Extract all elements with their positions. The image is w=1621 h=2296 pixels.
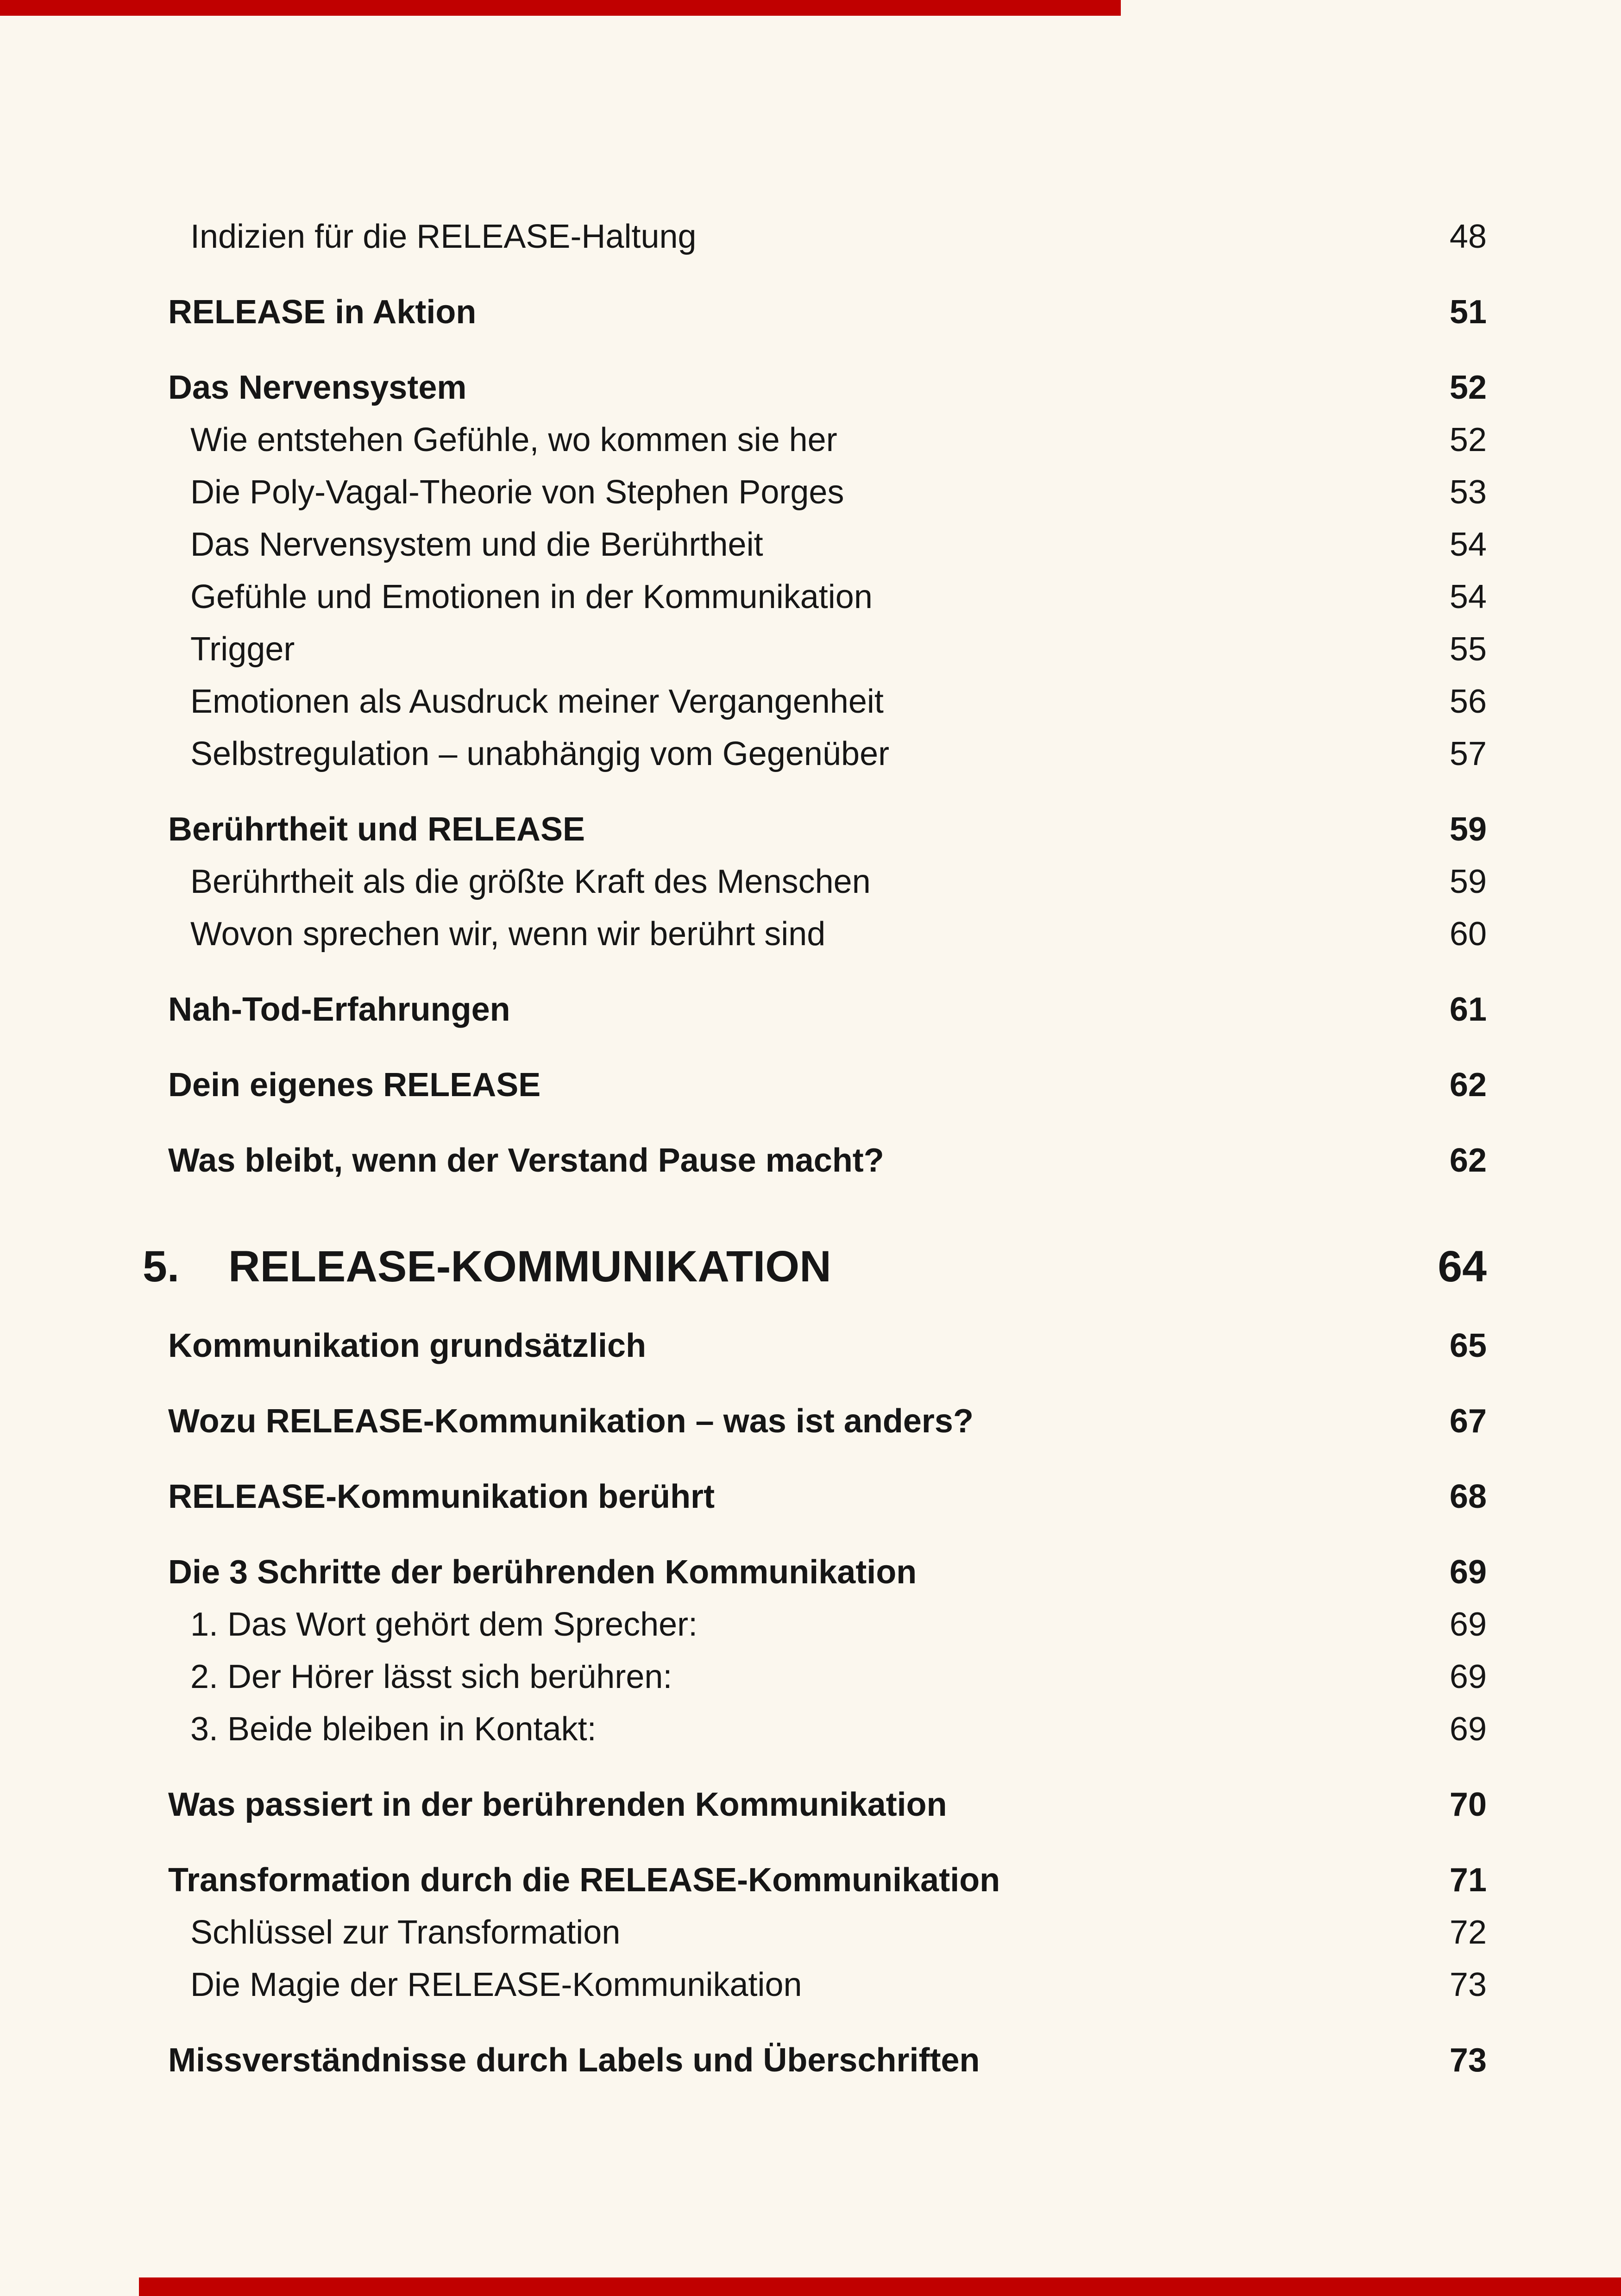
toc-entry-label: Nah-Tod-Erfahrungen: [168, 991, 510, 1028]
toc-entry-page: 52: [1449, 369, 1487, 406]
toc-entry-label: Berührtheit als die größte Kraft des Menschen: [190, 863, 871, 900]
toc-entry-page: 69: [1449, 1606, 1487, 1643]
toc-entry-label: Kommunikation grundsätzlich: [168, 1327, 647, 1364]
toc-entry-label: [143, 1236, 1410, 1297]
red-edge-bottom: [139, 2277, 1621, 2296]
toc-entry: [143, 908, 1487, 960]
toc-entry-page: 54: [1449, 526, 1487, 563]
toc-entry: [143, 728, 1487, 780]
toc-entry: [143, 519, 1487, 571]
chapter-number: 5.: [143, 1242, 180, 1291]
toc-entry-label: Schlüssel zur Transformation: [190, 1914, 621, 1951]
toc-entry-page: 60: [1449, 916, 1487, 953]
toc-entry-label: Was passiert in der berührenden Kommunikation: [168, 1786, 947, 1823]
toc-entry-page: 61: [1449, 991, 1487, 1028]
toc-entry-page: 59: [1449, 863, 1487, 900]
toc-entry: [143, 1959, 1487, 2011]
toc-entry-page: 72: [1449, 1914, 1487, 1951]
toc-entry-label: Dein eigenes RELEASE: [168, 1066, 541, 1104]
toc-entry: [143, 1703, 1487, 1756]
toc-entry: [143, 414, 1487, 466]
toc-entry-page: 68: [1449, 1478, 1487, 1515]
toc-entry: [143, 856, 1487, 908]
toc-entry: [143, 1395, 1487, 1448]
toc-entry-label: Was bleibt, wenn der Verstand Pause macht?: [168, 1142, 884, 1179]
toc-entry-label: Gefühle und Emotionen in der Kommunikation: [190, 578, 873, 615]
toc-entry-label: Das Nervensystem: [168, 369, 467, 406]
toc-entry: [143, 1546, 1487, 1599]
toc-entry-label: Missverständnisse durch Labels und Überschriften: [168, 2042, 980, 2079]
toc-entry-page: 67: [1449, 1403, 1487, 1440]
toc-entry: [143, 211, 1487, 263]
toc-entry: [143, 362, 1487, 414]
toc-entry: [143, 1059, 1487, 1111]
toc-list: [143, 211, 1487, 2087]
toc-entry: [143, 984, 1487, 1036]
toc-entry-page: 62: [1449, 1066, 1487, 1104]
toc-entry: [143, 1854, 1487, 1907]
toc-entry-label: RELEASE-Kommunikation berührt: [168, 1478, 715, 1515]
toc-entry-page: 69: [1449, 1711, 1487, 1748]
toc-entry-page: 64: [1438, 1242, 1487, 1291]
toc-entry: [143, 1471, 1487, 1523]
toc-entry-page: 73: [1449, 1966, 1487, 2003]
toc-entry-label: Wozu RELEASE-Kommunikation – was ist anders?: [168, 1403, 974, 1440]
toc-entry: [143, 1651, 1487, 1703]
toc-entry-page: 62: [1449, 1142, 1487, 1179]
toc-entry-label: 1. Das Wort gehört dem Sprecher:: [190, 1606, 698, 1643]
toc-entry-page: 55: [1449, 631, 1487, 668]
toc-entry-label: Das Nervensystem und die Berührtheit: [190, 526, 763, 563]
toc-entry-label: Trigger: [190, 631, 295, 668]
toc-entry-label: Die 3 Schritte der berührenden Kommunikation: [168, 1554, 917, 1591]
toc-entry-label: Emotionen als Ausdruck meiner Vergangenheit: [190, 683, 884, 720]
toc-entry-page: 71: [1449, 1862, 1487, 1899]
toc-entry: [143, 623, 1487, 676]
toc-entry-label: Die Magie der RELEASE-Kommunikation: [190, 1966, 802, 2003]
toc-entry: [143, 1135, 1487, 1187]
toc-entry-label: 2. Der Hörer lässt sich berühren:: [190, 1658, 672, 1695]
toc-entry-label: Die Poly-Vagal-Theorie von Stephen Porges: [190, 474, 844, 511]
toc-entry-page: 70: [1449, 1786, 1487, 1823]
toc-entry-label: RELEASE in Aktion: [168, 294, 477, 331]
toc-entry-label: Transformation durch die RELEASE-Kommunikation: [168, 1862, 1000, 1899]
toc-entry: [143, 1599, 1487, 1651]
toc-entry-page: 65: [1449, 1327, 1487, 1364]
toc-entry-label: Wie entstehen Gefühle, wo kommen sie her: [190, 421, 837, 458]
toc-entry: [143, 1236, 1487, 1297]
toc-entry-page: 56: [1449, 683, 1487, 720]
toc-entry-page: 48: [1449, 218, 1487, 255]
toc-entry: [143, 571, 1487, 623]
toc-entry-page: 73: [1449, 2042, 1487, 2079]
toc-entry-label: Berührtheit und RELEASE: [168, 811, 585, 848]
toc-entry-page: 69: [1449, 1658, 1487, 1695]
toc-entry-label: Selbstregulation – unabhängig vom Gegenüber: [190, 735, 890, 772]
toc-entry: [143, 1320, 1487, 1372]
chapter-title: RELEASE-KOMMUNIKATION: [228, 1242, 831, 1291]
toc-entry: [143, 1779, 1487, 1831]
toc-entry-page: 59: [1449, 811, 1487, 848]
toc-entry-page: 54: [1449, 578, 1487, 615]
toc-entry-label: Indizien für die RELEASE-Haltung: [190, 218, 697, 255]
toc-entry: [143, 803, 1487, 856]
toc-entry-page: 69: [1449, 1554, 1487, 1591]
toc-entry: [143, 286, 1487, 339]
red-edge-top: [0, 0, 1121, 16]
toc-entry: [143, 2034, 1487, 2087]
toc-entry: [143, 676, 1487, 728]
toc-entry-label: Wovon sprechen wir, wenn wir berührt sind: [190, 916, 826, 953]
toc-entry-label: 3. Beide bleiben in Kontakt:: [190, 1711, 597, 1748]
toc-entry: [143, 1907, 1487, 1959]
toc-entry-page: 57: [1449, 735, 1487, 772]
toc-entry-page: 53: [1449, 474, 1487, 511]
toc-entry-page: 52: [1449, 421, 1487, 458]
toc-entry: [143, 466, 1487, 519]
toc-entry-page: 51: [1449, 294, 1487, 331]
